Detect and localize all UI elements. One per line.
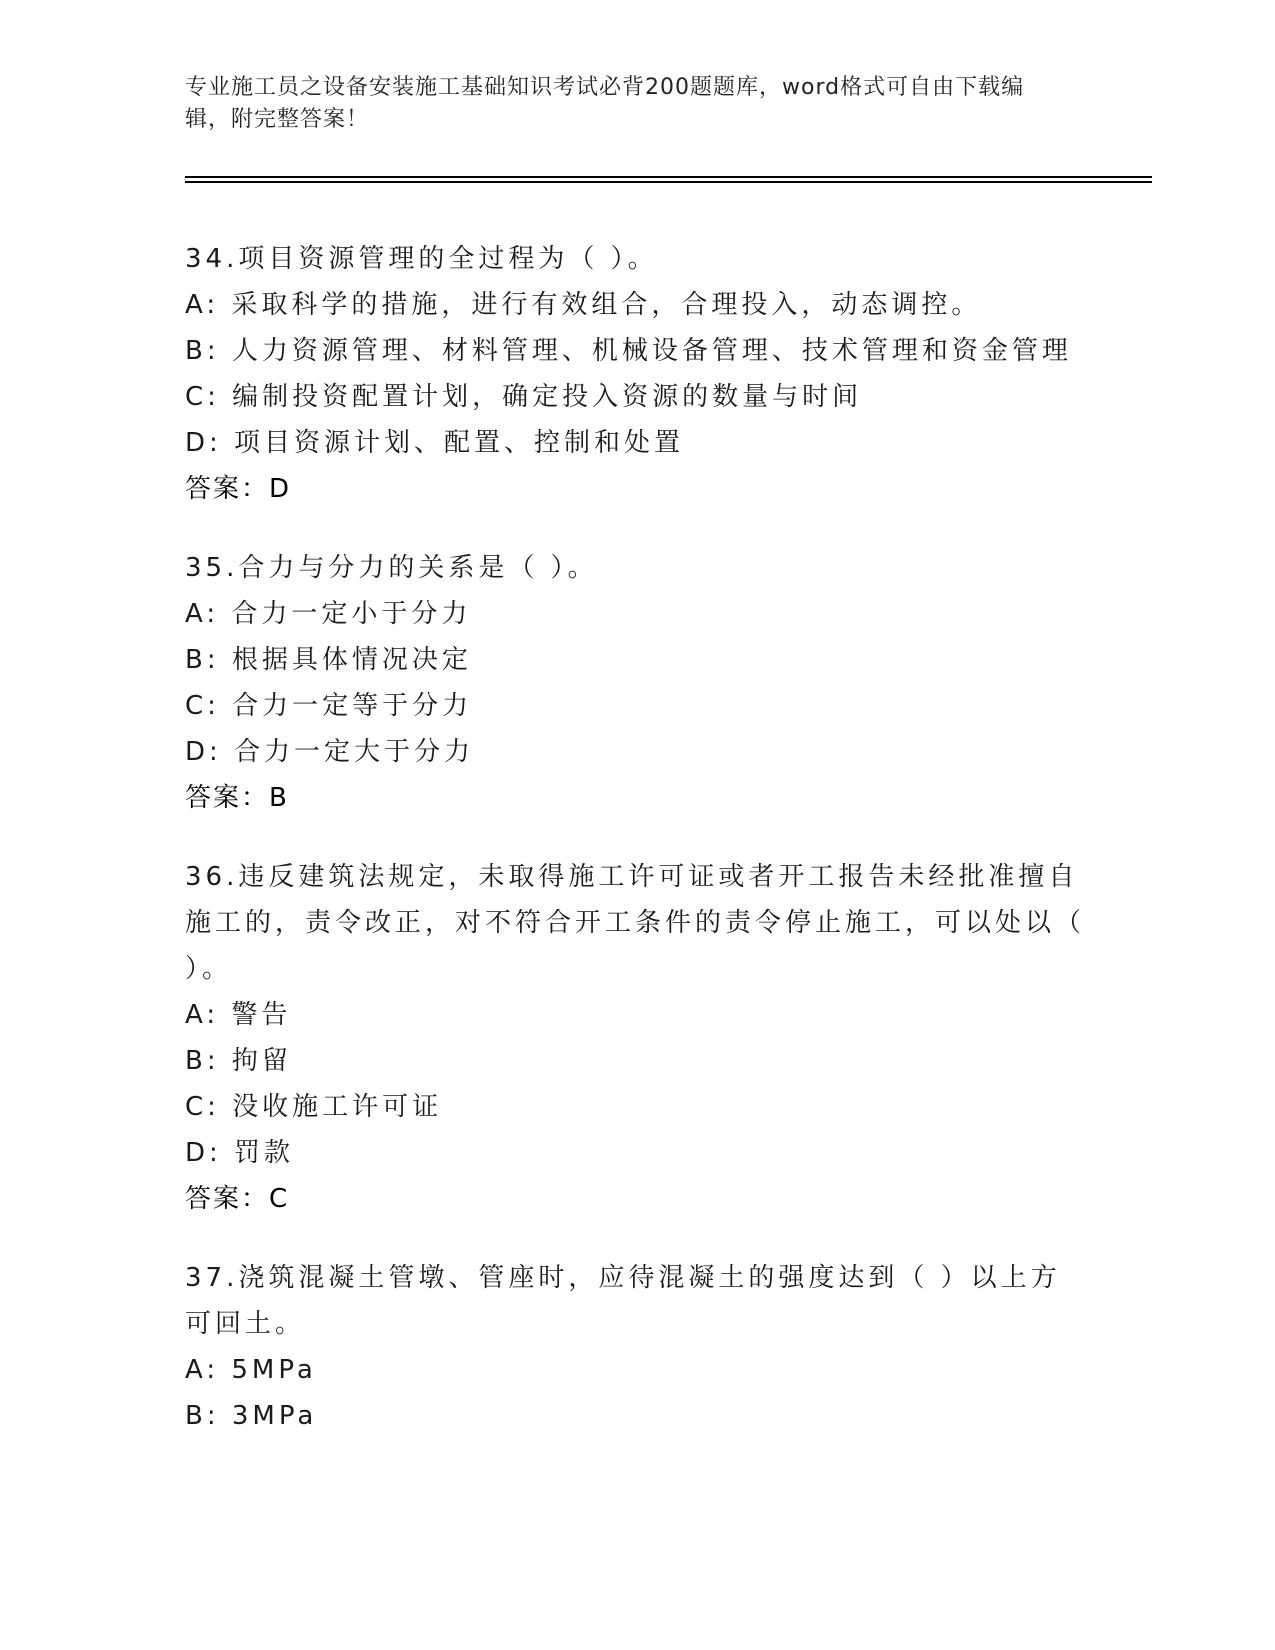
- answer: 答案：C: [185, 1184, 290, 1214]
- option-d: D: 项目资源计划、配置、控制和处置: [185, 428, 685, 458]
- header-divider-bottom: [185, 181, 1152, 183]
- option-c: C: 没收施工许可证: [185, 1092, 443, 1122]
- option-d: D: 罚款: [185, 1138, 295, 1168]
- question-35: [185, 545, 1085, 821]
- option-b: B: 根据具体情况决定: [185, 645, 472, 675]
- question-stem: 35.合力与分力的关系是（ ）。: [185, 553, 598, 583]
- answer: 答案：B: [185, 783, 289, 813]
- option-c: C: 合力一定等于分力: [185, 691, 473, 721]
- question-stem: 34.项目资源管理的全过程为（ ）。: [185, 244, 658, 274]
- answer: 答案：D: [185, 474, 292, 504]
- document-header: [185, 72, 1065, 136]
- question-stem: 36.违反建筑法规定，未取得施工许可证或者开工报告未经批准擅自施工的，责令改正，对不符合开工条件的责令停止施工，可以处以（ ）。: [185, 862, 1086, 984]
- question-37: [185, 1255, 1085, 1439]
- header-title: 专业施工员之设备安装施工基础知识考试必背200题题库，word格式可自由下载编辑，附完整答案！: [185, 75, 1025, 132]
- option-a: A: 采取科学的措施，进行有效组合，合理投入，动态调控。: [185, 290, 982, 320]
- option-c: C: 编制投资配置计划，确定投入资源的数量与时间: [185, 382, 863, 412]
- option-d: D: 合力一定大于分力: [185, 737, 475, 767]
- option-a: A: 警告: [185, 1000, 292, 1030]
- option-b: B: 拘留: [185, 1046, 292, 1076]
- option-b: B: 人力资源管理、材料管理、机械设备管理、技术管理和资金管理: [185, 336, 1072, 366]
- option-a: A: 5MPa: [185, 1355, 317, 1385]
- question-36: [185, 854, 1085, 1222]
- question-list: [185, 236, 1085, 1472]
- option-b: B: 3MPa: [185, 1401, 318, 1431]
- question-stem: 37.浇筑混凝土管墩、管座时，应待混凝土的强度达到（ ）以上方可回土。: [185, 1263, 1061, 1339]
- question-34: [185, 236, 1085, 512]
- option-a: A: 合力一定小于分力: [185, 599, 472, 629]
- header-divider-top: [185, 176, 1152, 178]
